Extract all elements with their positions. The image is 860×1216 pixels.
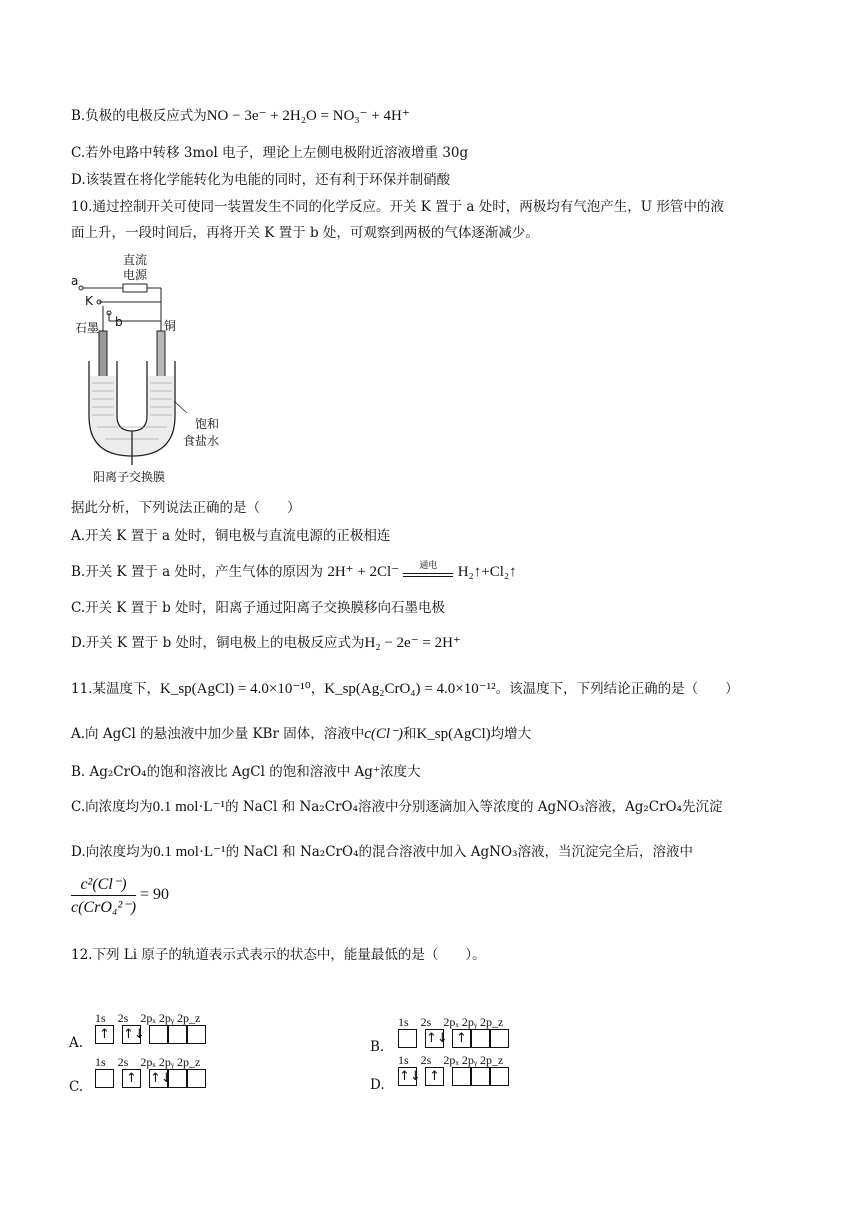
q11-stem: [71, 680, 739, 698]
q11-a-c: c(Cl⁻): [364, 726, 403, 742]
orbital-2s: ↑↓: [426, 1031, 448, 1046]
q10-b-eq-right: H₂↑+Cl₂↑: [457, 564, 517, 580]
switch-b-label: b: [115, 315, 123, 329]
q11-d-fraction: [71, 874, 169, 917]
q9-b-equation: NO − 3e⁻ + 2H₂O = NO₃⁻ + 4H⁺: [206, 108, 410, 124]
q12-b-letter: B.: [370, 1039, 385, 1055]
orbital-1s: [95, 1069, 114, 1088]
q10-question: 据此分析，下列说法正确的是（ ）: [71, 500, 301, 516]
power-label-2: 电源: [123, 268, 148, 282]
orbital-1s: ↑↓: [399, 1069, 421, 1084]
orbital-2px: [452, 1067, 471, 1086]
q11-ksp-ag2cro4: K_sp(Ag₂CrO₄) = 4.0×10⁻¹²: [324, 681, 496, 697]
q12-a-letter: A.: [69, 1035, 84, 1051]
q11-option-b: B. Ag₂CrO₄的饱和溶液比 AgCl 的饱和溶液中 Ag⁺浓度大: [71, 764, 421, 780]
q11-ksp-agcl: K_sp(AgCl) = 4.0×10⁻¹⁰: [159, 681, 311, 697]
q11-fraction-numerator: c²(Cl⁻): [71, 874, 136, 896]
q11-option-a: [71, 725, 531, 743]
orbital-2py: [168, 1069, 187, 1088]
switch-a-label: a: [71, 274, 79, 288]
q11-fraction-result: = 90: [140, 886, 170, 904]
q10-b-eq-left: 2H⁺ + 2Cl⁻: [327, 564, 400, 580]
q12-b-boxes: [398, 1029, 509, 1048]
q10-option-a: A.开关 K 置于 a 处时，铜电极与直流电源的正极相连: [71, 528, 391, 544]
q12-d-orbital-labels: 1s 2s 2pₓ 2pᵧ 2p_z: [398, 1053, 504, 1067]
q9-option-b: [71, 107, 410, 125]
electrolysis-diagram: [71, 251, 251, 486]
copper-label: 铜: [164, 319, 177, 333]
q11-fraction-denominator: c(CrO₄²⁻): [71, 899, 137, 916]
q10-b-condition: 通电: [419, 560, 438, 571]
orbital-2px: ↑↓: [150, 1071, 172, 1086]
q11-d-text: D.向浓度均为: [71, 844, 154, 860]
orbital-2py: [471, 1067, 490, 1086]
q11-c-conc: 0.1 mol·L⁻¹: [152, 799, 226, 815]
orbital-1s: ↑: [95, 1025, 114, 1044]
q11-stem-suffix: 。该温度下，下列结论正确的是（ ）: [495, 681, 739, 697]
orbital-2py: [168, 1025, 187, 1044]
orbital-2pz: [187, 1025, 206, 1044]
switch-k-label: K: [85, 294, 93, 308]
q12-stem: 12.下列 Li 原子的轨道表示式表示的状态中，能量最低的是（ ）。: [71, 947, 486, 963]
q10-b-text: B.开关 K 置于 a 处时，产生气体的原因为: [71, 564, 324, 580]
q12-d-letter: D.: [370, 1077, 385, 1093]
orbital-2py: [471, 1029, 490, 1048]
brine-label-1: 饱和: [195, 417, 220, 431]
q11-d-conc: 0.1 mol·L⁻¹: [153, 844, 226, 860]
q11-option-d: [71, 843, 693, 861]
q12-a-orbital-labels: 1s 2s 2pₓ 2pᵧ 2p_z: [95, 1011, 201, 1025]
orbital-2pz: [490, 1029, 509, 1048]
q11-fraction-body: [71, 874, 136, 917]
orbital-1s: [398, 1029, 417, 1048]
q10-option-d: [71, 634, 461, 652]
q11-c-text: C.向浓度均为: [71, 799, 153, 815]
q11-d-suffix: 的 NaCl 和 Na₂CrO₄的混合溶液中加入 AgNO₃溶液，当沉淀完全后，溶液中: [225, 844, 693, 860]
orbital-2pz: [187, 1069, 206, 1088]
orbital-2px: ↑: [452, 1029, 471, 1048]
u-tube-figure: [71, 251, 251, 486]
q10-stem-line2: 面上升，一段时间后，再将开关 K 置于 b 处，可观察到两极的气体逐渐减少。: [71, 225, 539, 241]
orbital-2s: ↑↓: [123, 1027, 145, 1042]
q9-option-c: C.若外电路中转移 3mol 电子，理论上左侧电极附近溶液增重 30g: [71, 145, 469, 161]
orbital-2pz: [490, 1067, 509, 1086]
graphite-label: 石墨: [75, 321, 100, 335]
orbital-2px: [149, 1025, 168, 1044]
brine-label-2: 食盐水: [183, 434, 220, 448]
q12-c-boxes: [95, 1069, 206, 1088]
q11-sep: ，: [310, 681, 325, 697]
q11-a-text: A.向 AgCl 的悬浊液中加少量 KBr 固体，溶液中: [71, 726, 365, 742]
q12-b-orbital-labels: 1s 2s 2pₓ 2pᵧ 2p_z: [398, 1015, 504, 1029]
q10-option-c: C.开关 K 置于 b 处时，阳离子通过阳离子交换膜移向石墨电极: [71, 600, 446, 616]
q10-d-text: D.开关 K 置于 b 处时，铜电极上的电极反应式为: [71, 635, 365, 651]
q9-option-d: D.该装置在将化学能转化为电能的同时，还有利于环保并制硝酸: [71, 172, 451, 188]
q12-d-boxes: [398, 1067, 509, 1086]
orbital-2s: ↑: [425, 1067, 444, 1086]
q11-a-suffix: 均增大: [490, 726, 532, 742]
q11-c-suffix: 的 NaCl 和 Na₂CrO₄溶液中分别逐滴加入等浓度的 AgNO₃溶液，Ag₂CrO₄先沉淀: [225, 799, 723, 815]
power-label-1: 直流: [123, 253, 148, 267]
q11-option-c: [71, 798, 723, 816]
q11-a-mid: 和: [402, 726, 417, 742]
q10-d-equation: H₂ − 2e⁻ = 2H⁺: [364, 635, 461, 651]
q11-stem-prefix: 11.某温度下，: [71, 681, 160, 697]
q10-stem-line1: 10.通过控制开关可使同一装置发生不同的化学反应。开关 K 置于 a 处时，两极均有气泡产生，U 形管中的液: [71, 199, 724, 215]
q9-b-text: B.负极的电极反应式为: [71, 108, 207, 124]
q11-a-ksp: K_sp(AgCl): [416, 726, 491, 742]
q10-option-b: [71, 560, 517, 581]
q12-c-orbital-labels: 1s 2s 2pₓ 2pᵧ 2p_z: [95, 1055, 201, 1069]
q12-c-letter: C.: [69, 1079, 84, 1095]
membrane-label: 阳离子交换膜: [93, 470, 166, 484]
q10-b-arrow: [403, 560, 453, 577]
q12-a-boxes: [95, 1025, 206, 1044]
orbital-2s: ↑: [122, 1069, 141, 1088]
